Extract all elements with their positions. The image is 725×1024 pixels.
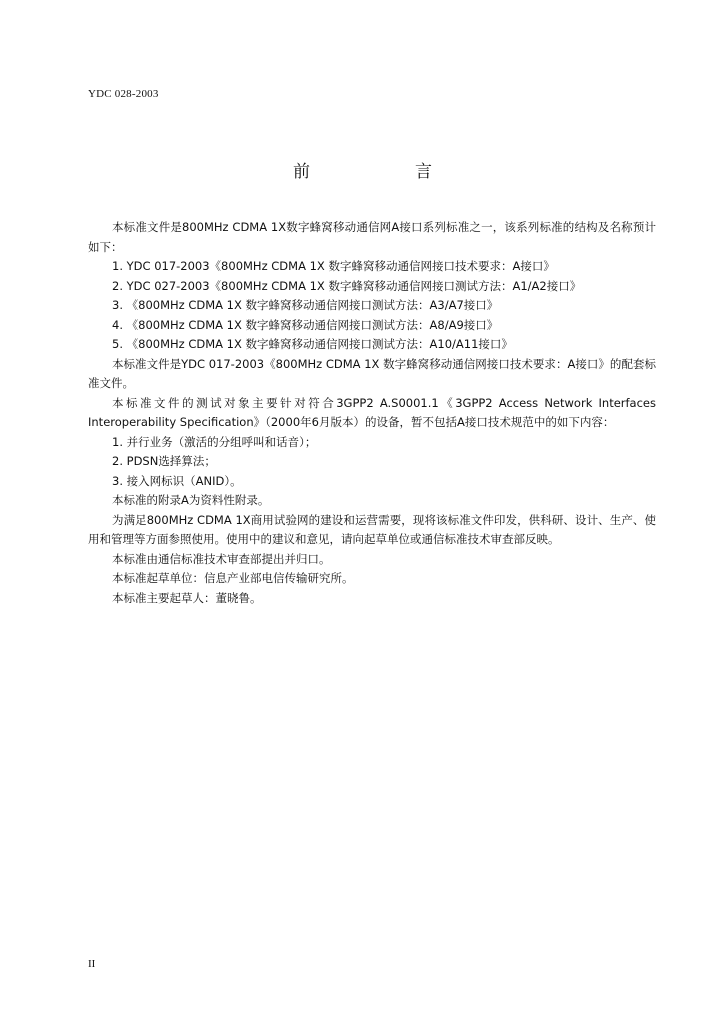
list-item-a8-a9: 4. 《800MHz CDMA 1X 数字蜂窝移动通信网接口测试方法：A8/A9接口》 (112, 317, 499, 332)
list-item-ydc-017: 1. YDC 017-2003《800MHz CDMA 1X 数字蜂窝移动通信网接口技术要求：A接口》 (112, 259, 555, 273)
list-item-anid: 3. 接入网标识（ANID）。 (112, 473, 242, 488)
list-item-a10-a11: 5. 《800MHz CDMA 1X 数字蜂窝移动通信网接口测试方法：A10/A11接口》 (112, 337, 513, 351)
document-number: YDC 028-2003 (88, 88, 159, 100)
list-item-ydc-027: 2. YDC 027-2003《800MHz CDMA 1X 数字蜂窝移动通信网接口测试方法：A1/A2接口》 (112, 278, 582, 293)
paragraph-proposer: 本标准由通信标准技术审查部提出并归口。 (112, 551, 331, 566)
list-item-concurrent: 1. 并行业务（激活的分组呼叫和话音）； (112, 434, 317, 449)
paragraph-test-scope: 本标准文件的测试对象主要针对符合3GPP2 A.S0001.1《3GPP2 Access Network Interfaces Interoperability Specification》（2000年6月版本）的设备，暂不包括A接口技术规范中的如下内容： (88, 395, 656, 429)
page-number: II (88, 958, 96, 970)
foreword-body (88, 218, 656, 608)
paragraph-drafting-unit: 本标准起草单位：信息产业部电信传输研究所。 (112, 571, 354, 585)
paragraph-purpose: 为满足800MHz CDMA 1X商用试验网的建设和运营需要，现将该标准文件印发，供科研、设计、生产、使用和管理等方面参照使用。使用中的建议和意见，请向起草单位或通信标准技术审查部反映。 (88, 512, 656, 546)
paragraph-companion: 本标准文件是YDC 017-2003《800MHz CDMA 1X 数字蜂窝移动通信网接口技术要求：A接口》的配套标准文件。 (88, 356, 656, 390)
list-item-pdsn: 2. PDSN选择算法； (112, 454, 216, 468)
paragraph-drafters: 本标准主要起草人：董晓鲁。 (112, 590, 262, 605)
paragraph-appendix: 本标准的附录A为资料性附录。 (112, 493, 270, 507)
page-title: 前 言 (293, 162, 476, 182)
paragraph-intro: 本标准文件是800MHz CDMA 1X数字蜂窝移动通信网A接口系列标准之一，该系列标准的结构及名称预计如下： (88, 220, 656, 254)
list-item-a3-a7: 3. 《800MHz CDMA 1X 数字蜂窝移动通信网接口测试方法：A3/A7接口》 (112, 298, 499, 312)
